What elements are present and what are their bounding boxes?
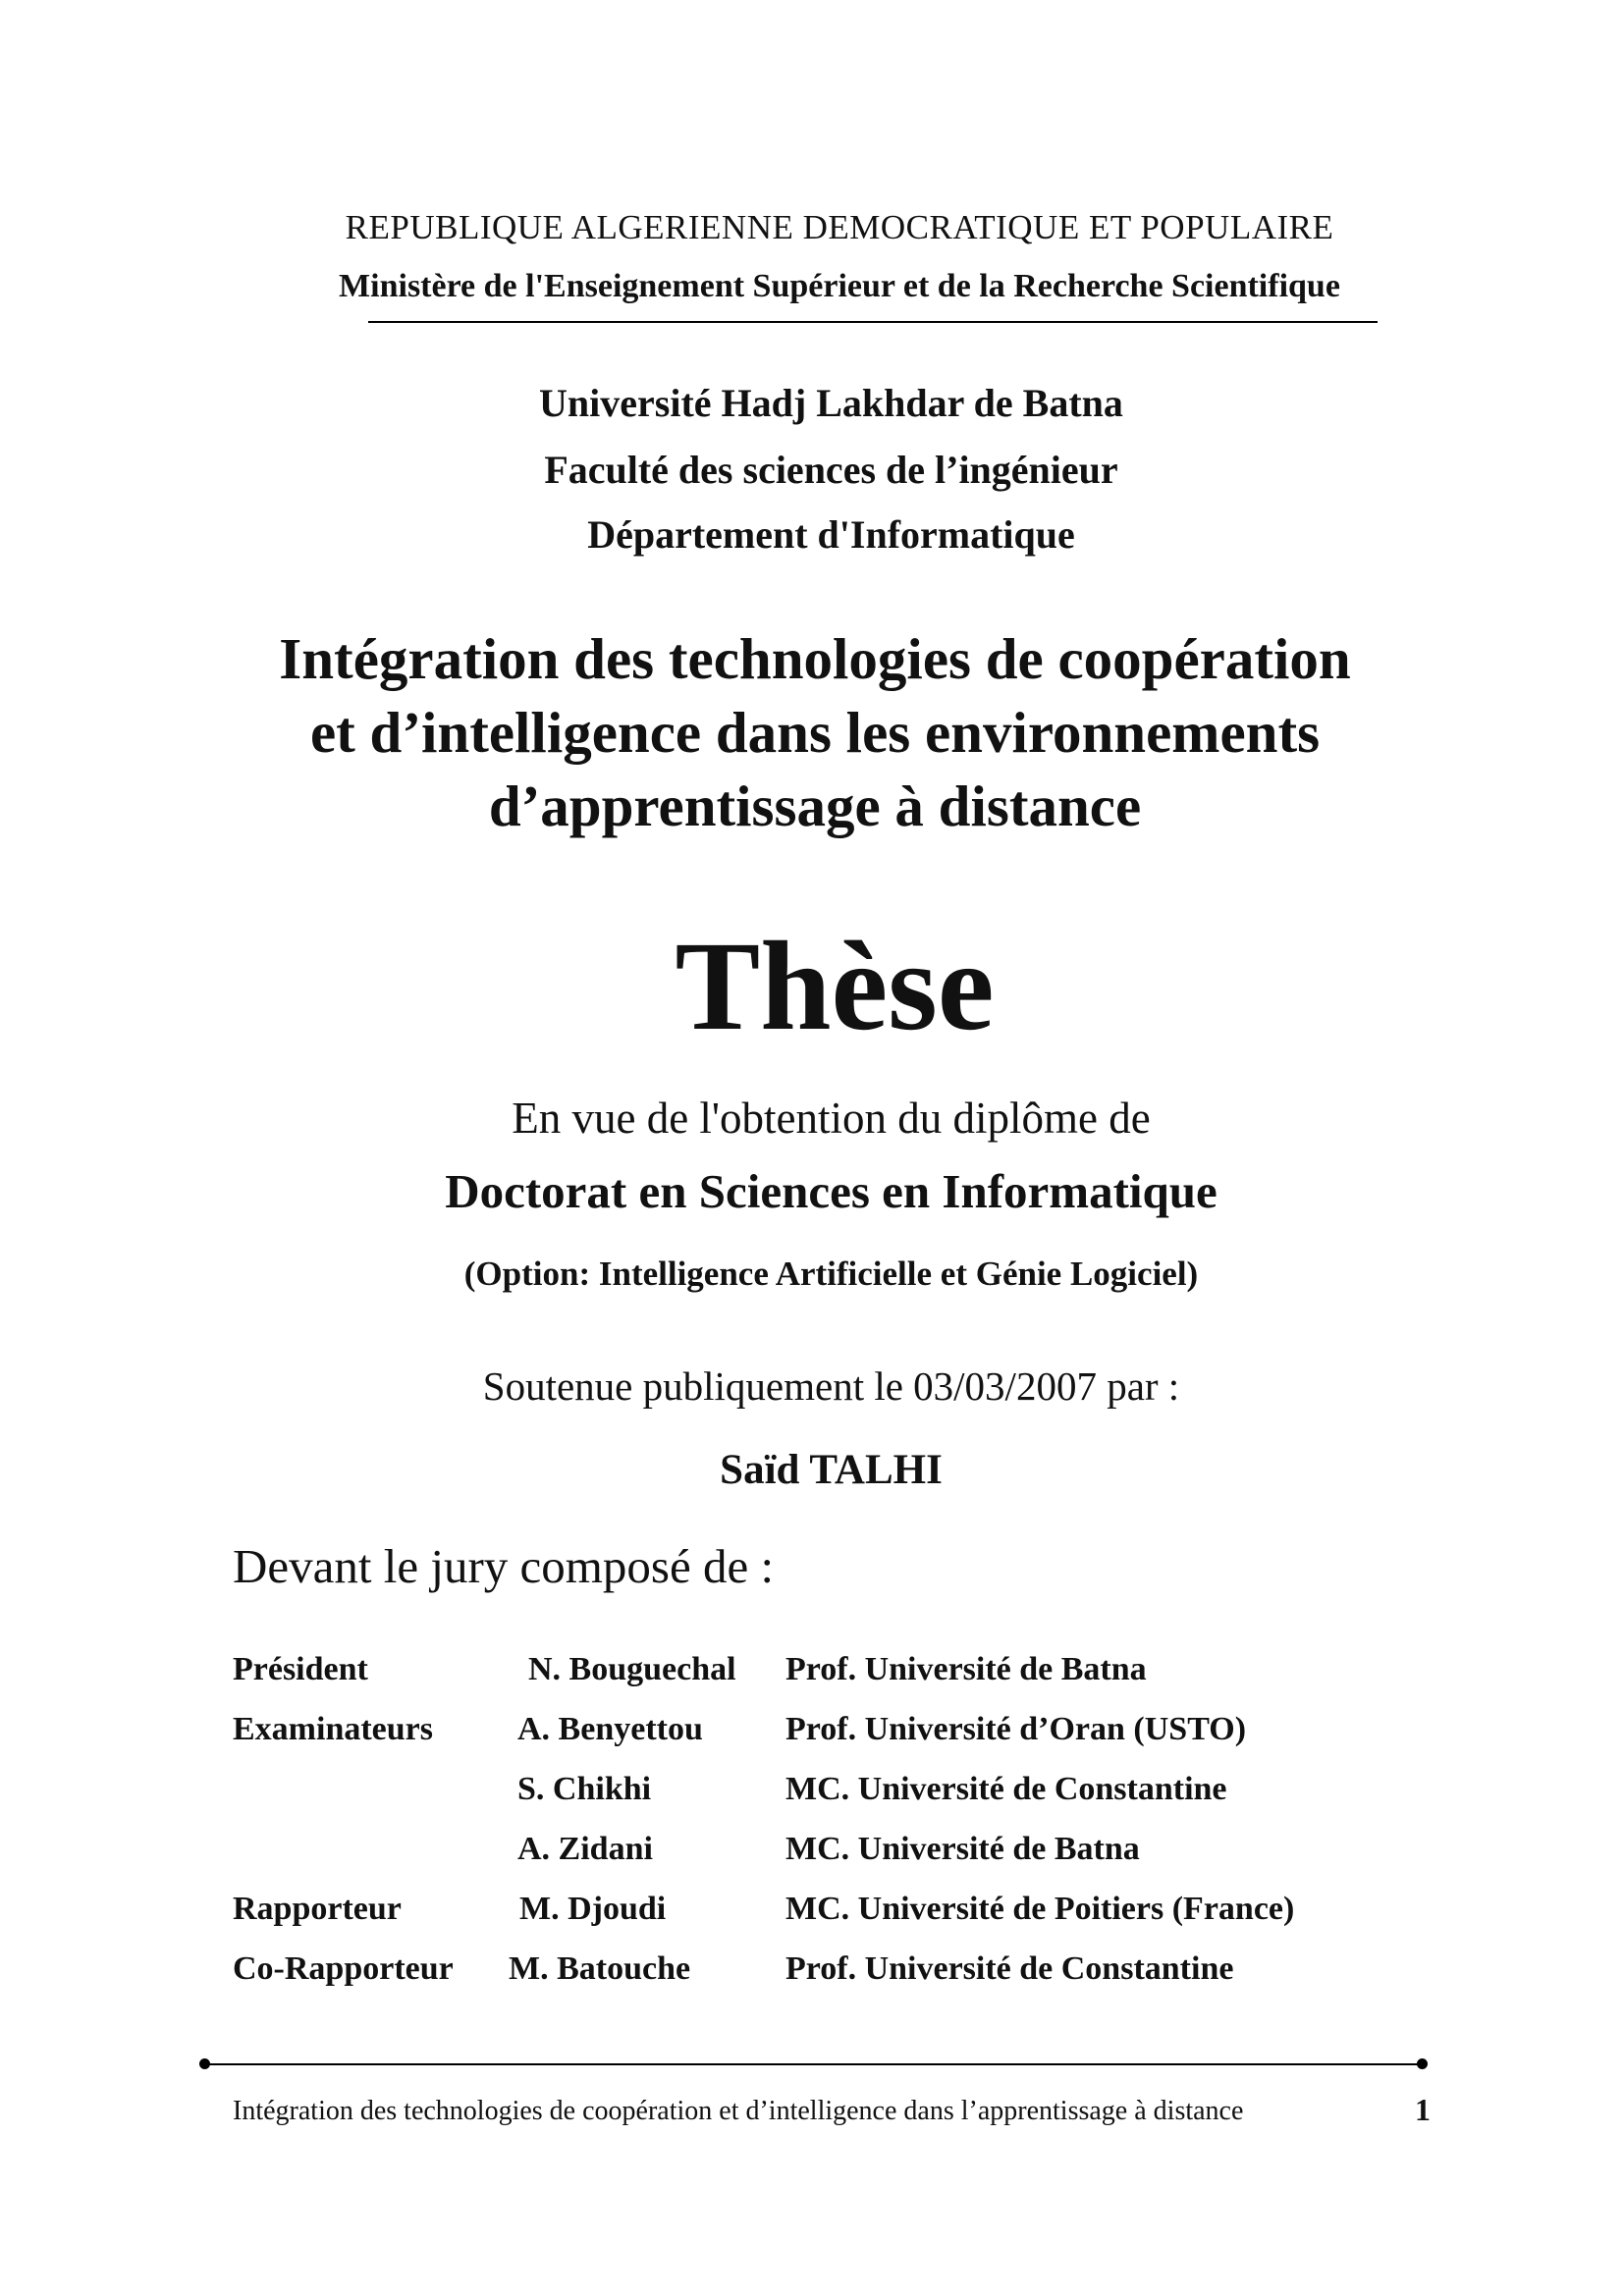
footer-rule-dot-right [1417, 2058, 1428, 2069]
jury-affiliation: MC. Université de Constantine [785, 1771, 1227, 1807]
jury-heading: Devant le jury composé de : [233, 1539, 775, 1593]
jury-name: N. Bouguechal [528, 1651, 736, 1687]
footer-rule [206, 2063, 1422, 2065]
page-number: 1 [1415, 2092, 1431, 2127]
jury-name: S. Chikhi [517, 1771, 652, 1807]
author-name: Saïd TALHI [720, 1447, 943, 1493]
department-name: Département d'Informatique [587, 512, 1075, 557]
degree-name: Doctorat en Sciences en Informatique [445, 1164, 1217, 1218]
thesis-title-line-2: et d’intelligence dans les environnements [309, 700, 1321, 765]
jury-name: A. Benyettou [517, 1711, 703, 1747]
faculty-name: Faculté des sciences de l’ingénieur [544, 448, 1118, 492]
jury-role: Président [233, 1651, 368, 1687]
jury-name: M. Djoudi [519, 1891, 667, 1927]
thesis-title-line-3: d’apprentissage à distance [488, 774, 1142, 838]
jury-affiliation: Prof. Université de Constantine [785, 1950, 1234, 1987]
jury-role: Examinateurs [233, 1711, 433, 1747]
jury-affiliation: MC. Université de Poitiers (France) [785, 1891, 1295, 1927]
ministry-heading: Ministère de l'Enseignement Supérieur et de la Recherche Scientifique [339, 268, 1340, 304]
footer-running-title: Intégration des technologies de coopération et d’intelligence dans l’apprentissage à distance [233, 2096, 1244, 2126]
thesis-title-line-1: Intégration des technologies de coopération [279, 626, 1351, 691]
header-rule [368, 321, 1378, 323]
document-type: Thèse [675, 916, 995, 1057]
jury-affiliation: Prof. Université d’Oran (USTO) [785, 1711, 1247, 1747]
defense-statement: Soutenue publiquement le 03/03/2007 par : [482, 1363, 1180, 1409]
republic-heading: REPUBLIQUE ALGERIENNE DEMOCRATIQUE ET POPULAIRE [345, 208, 1334, 246]
jury-name: A. Zidani [517, 1831, 653, 1867]
jury-affiliation: MC. Université de Batna [785, 1831, 1140, 1867]
degree-intro: En vue de l'obtention du diplôme de [512, 1094, 1151, 1143]
jury-role: Rapporteur [233, 1891, 402, 1927]
university-name: Université Hadj Lakhdar de Batna [539, 381, 1123, 425]
jury-name: M. Batouche [509, 1950, 691, 1987]
jury-affiliation: Prof. Université de Batna [785, 1651, 1147, 1687]
jury-role: Co-Rapporteur [233, 1950, 454, 1987]
degree-option: (Option: Intelligence Artificielle et Génie Logiciel) [463, 1255, 1199, 1293]
footer-rule-dot-left [199, 2058, 210, 2069]
